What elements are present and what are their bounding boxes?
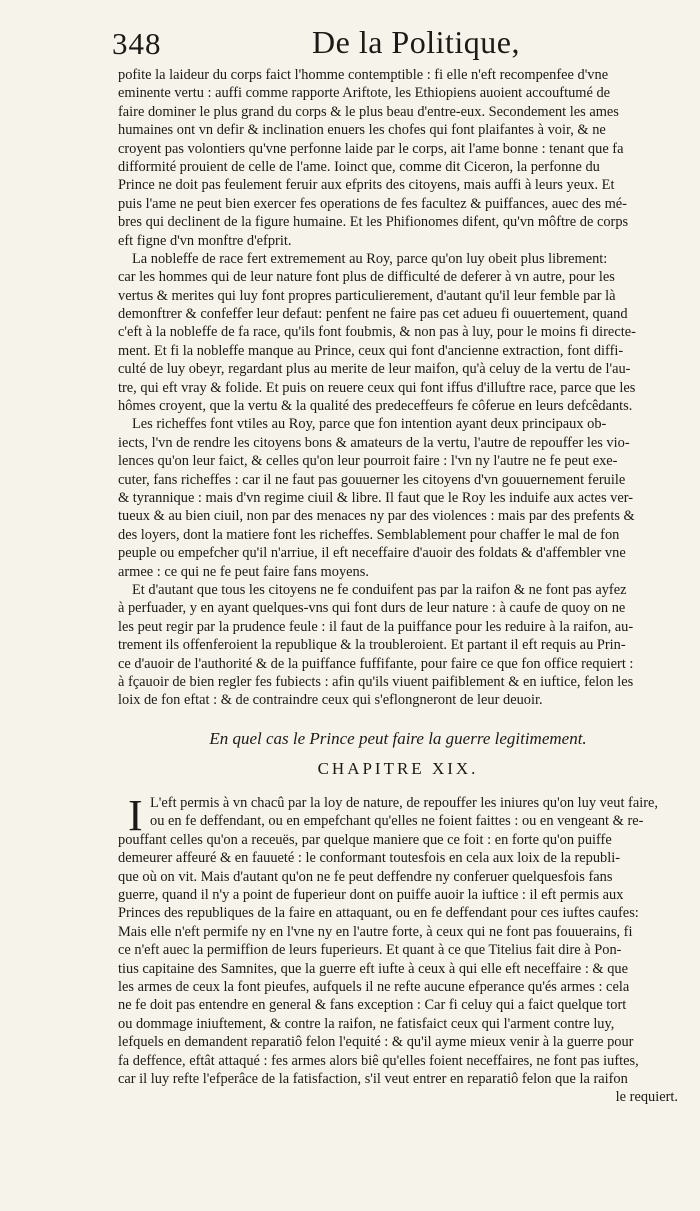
text-line: que où on vit. Mais d'autant qu'on ne fe peut deffendre ny conferuer quelquesfois fans xyxy=(118,868,613,885)
text-line: armee : ce qui ne fe peut faire fans moyens. xyxy=(118,563,369,580)
body-text xyxy=(118,66,678,1107)
chapter-title: CHAPITRE XIX. xyxy=(317,758,479,778)
text-line: ment. Et fi la nobleffe manque au Prince, ceux qui font d'ancienne extraction, font diffi- xyxy=(118,342,624,359)
text-line: La nobleffe de race fert extremement au Roy, parce qu'on luy obeit plus librement: xyxy=(132,250,608,267)
text-line: lefquels en demandent reparatiô felon l'equité : & qu'il ayme mieux venir à la guerre pour xyxy=(118,1034,634,1051)
page-number: 348 xyxy=(112,26,162,61)
text-line: Prince ne doit pas feulement feruir aux efprits des citoyens, mais auffi à leurs yeux. Et xyxy=(118,177,615,194)
text-line: pofite la laideur du corps faict l'homme contemptible : fi elle n'eft recompenfee d'vne xyxy=(118,67,609,83)
text-line: à perfuader, y en ayant quelques-vns qui font durs de leur nature : à caufe de quoy on ne xyxy=(118,600,626,617)
text-line: lences qu'on leur faict, & celles qu'on leur pourroit faire : l'vn ny l'autre ne fe peut exe- xyxy=(118,453,618,470)
text-line: hômes croyent, que la vertu & la qualité des predeceffeurs fe côferue en leurs defcêdants. xyxy=(118,398,633,415)
text-line: le requiert. xyxy=(615,1089,678,1106)
text-line: c'eft à la nobleffe de fa race, qu'ils font foubmis, & non pas à luy, pour le moins fi directe- xyxy=(118,324,636,341)
text-line: tueux & au bien ciuil, non par des menaces ny par des violences : mais par des prefents & xyxy=(118,508,635,525)
text-line: à fçauoir de bien regler fes fubiects : afin qu'ils viuent paifiblement & en iuftice, felon les xyxy=(118,673,634,690)
text-line: ou dommage iniuftement, & contre la raifon, ne fatisfaict ceux qui l'arment contre luy, xyxy=(118,1015,615,1032)
text-line: cuter, fans richeffes : car il ne faut pas gouuerner les citoyens d'vn gouuernement feruile xyxy=(118,471,626,488)
text-line: bres qui declinent de la figure humaine. Et les Phifionomes difent, qu'vn môftre de corps xyxy=(118,214,629,231)
section-heading: En quel cas le Prince peut faire la guerre legitimement. xyxy=(209,728,587,748)
text-line: Et d'autant que tous les citoyens ne fe conduifent pas par la raifon & ne font pas ayfez xyxy=(132,581,627,598)
text-line: peuple ou empefcher qu'il n'arriue, il eft neceffaire d'auoir des foldats & d'affembler vne xyxy=(118,545,626,562)
text-line: ne fe doit pas entendre en general & fans exception : Car fi celuy qui a faict quelque tort xyxy=(118,997,627,1014)
text-line: loix de fon eftat : & de contraindre ceux qui s'eflongneront de leur deuoir. xyxy=(118,692,543,709)
text-line: fa deffence, eftât attaqué : fes armes alors biê qu'elles foient neceffaires, ne font pas iuftes, xyxy=(118,1052,639,1069)
text-line: vertus & merites qui luy font propres particulierement, d'autant qu'il leur femble par là xyxy=(118,287,616,304)
text-line: faire dominer le plus grand du corps & le plus beau d'entre-eux. Secondement les ames xyxy=(118,103,619,120)
text-line: trement ils offenferoient la republique & la troubleroient. Et partant il eft requis au Prin- xyxy=(118,637,626,654)
text-line: demeurer affeuré & en fauueté : le conformant toutesfois en cela aux loix de la republi- xyxy=(118,850,620,867)
text-line: car les hommes qui de leur nature font plus de difficulté de deferer à vn autre, pour les xyxy=(118,269,615,286)
page-header xyxy=(112,24,670,64)
text-line: puis l'ame ne peut bien exercer fes operations de fes facultez & puiffances, auec des mé- xyxy=(118,195,627,212)
text-line: L'eft permis à vn chacû par la loy de nature, de repouffer les iniures qu'on luy veut faire, xyxy=(150,795,659,812)
text-line: des loyers, dont la matiere font les richeffes. Semblablement pour chaffer le mal de fon xyxy=(118,526,620,543)
text-line: Princes des republiques de la faire en attaquant, ou en fe deffendant pour ces iuftes caufes: xyxy=(118,905,639,922)
text-line: ce d'auoir de l'authorité & de la puiffance fuffifante, pour faire ce que fon office requiert : xyxy=(118,655,634,672)
text-line: car il luy refte l'efperâce de la fatisfaction, s'il veut entrer en reparatiô felon que la raifon xyxy=(118,1070,628,1087)
text-line: Mais elle n'eft permife ny en l'vne ny en l'autre forte, à ceux qui ne font pas fouuerains, fi xyxy=(118,923,633,940)
text-line: ou en fe deffendant, ou en empefchant qu'elles ne foient faittes : ou en vengeant & re- xyxy=(150,813,644,830)
paragraph-block-top xyxy=(118,66,678,710)
text-line: difformité prouient de celle de l'ame. Ioinct que, comme dit Ciceron, la perfonne du xyxy=(118,158,600,175)
text-line: tius capitaine des Samnites, que la guerre eft iufte à ceux à qui elle eft neceffaire : & que xyxy=(118,960,628,977)
text-line: ce n'eft auec la permiffion de leurs fuperieurs. Et quant à ce que Titelius fait dire à Pon- xyxy=(118,942,622,959)
text-line: pouffant celles qu'on a receuës, par quelque maniere que ce foit : en forte qu'on puiffe xyxy=(118,831,612,848)
text-line: les peut regir par la prudence feule : il faut de la puiffance pour les reduire à la raifon, au- xyxy=(118,618,634,635)
text-line: les armes de ceux la font pieufes, aufquels il ne refte aucune efperance qu'és armes : cela xyxy=(118,978,630,995)
text-line: iects, l'vn de rendre les citoyens bons & amateurs de la vertu, l'autre de repouffer les vio- xyxy=(118,434,630,451)
text-line: humaines ont vn defir & inclination enuers les chofes qui font plaifantes à voir, & ne xyxy=(118,122,606,139)
text-line: eminente vertu : auffi comme rapporte Ariftote, les Ethiopiens auoient accouftumé de xyxy=(118,85,611,102)
text-line: tre, qui eft vray & folide. Et puis on reuere ceux qui font iffus d'illuftre race, parce que les xyxy=(118,379,636,396)
chapter-body xyxy=(118,791,678,1107)
text-line: guerre, quand il n'y a point de fuperieur dont on puiffe auoir la iuftice : il eft permis aux xyxy=(118,887,624,904)
text-line: croyent pas volontiers qu'vne perfonne laide par le corps, ait l'ame bonne : tenant que fa xyxy=(118,140,624,157)
running-title: De la Politique, xyxy=(312,24,520,60)
text-line: eft figne d'vn monftre d'efprit. xyxy=(118,232,292,249)
text-line: culté de luy obeyr, regardant plus au merite de leur maifon, qu'à celuy de la vertu de l'au- xyxy=(118,361,631,378)
text-line: demonftrer & confeffer leur defaut: penfent ne faire pas cet adueu fi ouuertement, quand xyxy=(118,306,628,323)
text-line: & tyrannique : mais d'vn regime ciuil & libre. Il faut que le Roy les induife aux actes ver- xyxy=(118,489,634,506)
drop-cap: I xyxy=(128,791,143,841)
text-line: Les richeffes font vtiles au Roy, parce que fon intention ayant deux principaux ob- xyxy=(132,416,607,433)
